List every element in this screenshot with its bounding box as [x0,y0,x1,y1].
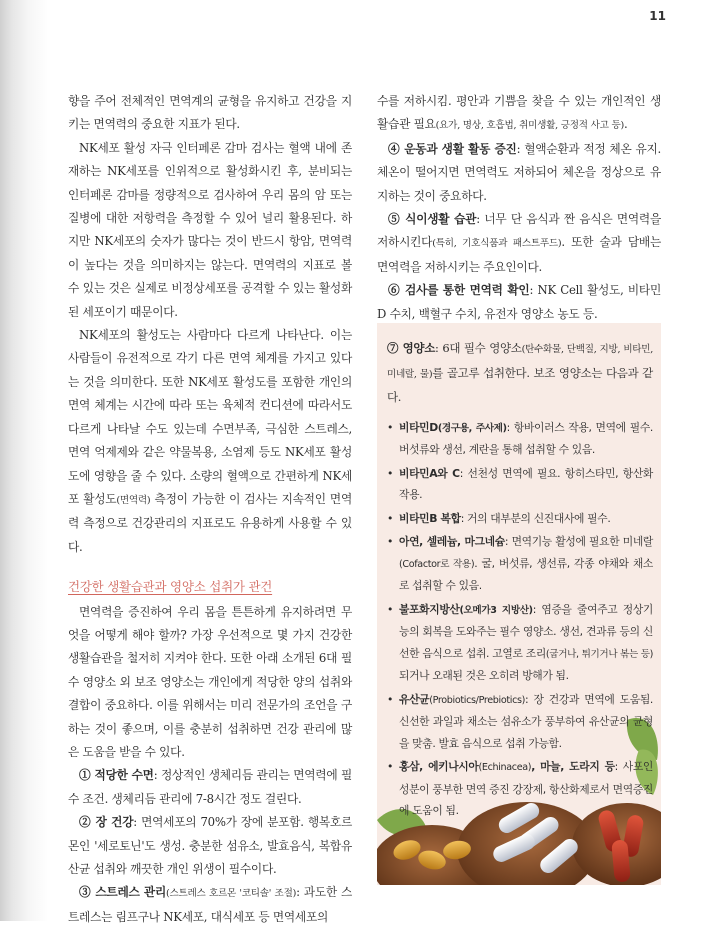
book-spine-shadow [0,0,48,921]
tip-stress-cont-text: 수를 저하시킴. 평안과 기쁨을 찾을 수 있는 개인적인 생활습관 필요 [377,94,661,132]
item-name: 홍삼, 에키나시아 [399,760,479,773]
item-name-paren: (Echinacea) [478,762,532,773]
nutrient-box [377,323,661,885]
list-item [387,689,653,755]
item-text: : 면역기능 활성에 필요한 미네랄 [504,535,653,548]
paragraph-2: NK세포 활성 자극 인터페론 감마 검사는 혈액 내에 존재하는 NK세포를 인위적으로 활성화시킨 후, 분비되는 인터페론 감마를 정량적으로 검사하여 우리 몸의 암 또는 질병에 대한 저항력을 측정할 수 있어 널리 활용된다. 하지만 NK세포의 숫자가 많다는 것이 반드시 항암, 면역력이 높다는 것을 의미하지는 않는다. 면역력의 지표로 볼 수 있는 것은 실제로 비정상세포를 공격할 수 있는 활성화된 세포이기 때문이다. [68,140,352,319]
item-name-2: , 마늘, 도라지 등 [531,760,615,773]
paragraph-3 [68,324,352,559]
list-item [387,756,653,822]
item-name: 유산균 [399,692,430,706]
tip-test-title: ⑥ 검사를 통한 면역력 확인 [388,283,530,298]
tip-stress-cont-paren: (요가, 명상, 호흡법, 취미생활, 긍정적 사고 등) [435,120,624,132]
paragraph-4: 면역력을 증진하여 우리 몸을 튼튼하게 유지하려면 무엇을 어떻게 해야 할까? 가장 우선적으로 몇 가지 건강한 생활습관을 철저히 지켜야 한다. 또한 아래 소개된 6대 필수 영양소 외 보조 영양소는 개인에게 적당한 양의 섭취와 결합이 중요하다. 이를 위해서는 미리 전문가의 조언을 구하는 것이 좋으며, 이를 충분히 섭취하면 건강 관리에 많은 도움을 받을 수 있다. [68,604,352,759]
item-text: : 사포인 성분이 풍부한 면역 증진 강장제, 항산화제로서 면역증진에 도움이 됨. [399,760,654,817]
bullet-icon: • [387,692,394,706]
tip-gut-title: ② 장 건강 [79,815,134,830]
list-item [387,599,653,687]
tip-diet-paren: (특히, 기호식품과 패스트푸드) [432,238,562,250]
tip-exercise-text: : 혈액순환과 적정 체온 유지. 체온이 떨어지면 면역력도 저하되어 체온을 정상으로 유지하는 것이 중요하다. [377,141,661,203]
tip-test [377,279,661,326]
tip-stress-continued [377,90,661,138]
nutrient-list [387,417,653,822]
item-name-paren: (경구용, 주사제) [437,422,507,434]
bullet-icon: • [387,511,394,525]
item-text-paren: (Cofactor로 작용) [399,558,475,570]
item-text: : 거의 대부분의 신진대사에 필수. [460,511,611,525]
nutrient-intro-end: 를 골고루 섭취한다. 보조 영양소는 다음과 같다. [387,365,653,404]
item-text: : 장 건강과 면역에 도움됨. 신선한 과일과 채소는 섬유소가 풍부하여 유산균의 균형을 맞춤. 발효 음식으로 섭취 가능함. [399,692,653,750]
item-text-paren: (굽거나, 튀기거나 볶는 등) [545,648,654,660]
tip-exercise-title: ④ 운동과 생활 활동 증진 [388,141,517,156]
tip-stress-paren: (스트레스 호르몬 '코티솔' 조절) [166,888,297,900]
tip-diet [377,208,661,279]
tip-exercise [377,138,661,208]
list-item [387,531,653,597]
item-text: : 선천성 면역에 필요. 항히스타민, 항산화 작용. [399,466,653,501]
list-item [387,508,653,530]
right-column [377,90,661,326]
tip-diet-text: : 너무 단 음식과 짠 음식은 면역력을 저하시킨다 [377,212,661,250]
tip-sleep [68,764,352,811]
item-text-end: 되거나 오래된 것은 오히려 방해가 됨. [399,669,569,682]
bullet-icon: • [387,535,394,548]
item-text-end: . 굴, 버섯류, 생선류, 각종 야채와 채소로 섭취할 수 있음. [399,556,653,592]
tip-diet-title: ⑤ 식이생활 습관 [388,212,477,227]
item-text: : 염증을 줄여주고 정상기능의 회복을 도와주는 필수 영양소. 생선, 견과류 등의 신선한 음식으로 섭취. 고열로 조리 [399,602,653,660]
nutrient-title: ⑦ 영양소 [387,341,436,355]
tip-diet-end: . 또한 술과 담배는 면역력을 저하시키는 주요인이다. [377,235,661,274]
tip-stress-title: ③ 스트레스 관리 [79,885,167,900]
list-item [387,463,653,506]
paragraph-3-text: NK세포의 활성도는 사람마다 다르게 나타난다. 이는 사람들이 유전적으로 각기 다른 면역 체계를 가지고 있다는 것을 의미한다. 또한 NK세포 활성도를 포함한 개인의 면역 체계는 시간에 따라 또는 육체적 컨디션에 따라서도 다르게 나타날 수도 있는데 수면부족, 극심한 스트레스, 면역 억제제와 같은 약물복용, 소염제 등도 NK세포 활성도에 영향을 줄 수 있다. 소량의 혈액으로 간편하게 NK세포 활성도 [68,328,352,506]
nutrient-intro-text: : 6대 필수 영양소 [435,341,522,355]
nutrient-intro-paren: (탄수화물, 단백질, 지방, 비타민, 미네랄, 물) [387,344,653,380]
item-text: : 항바이러스 작용, 면역에 필수. 버섯류와 생선, 계란을 통해 섭취할 수 있음. [399,420,653,456]
left-column [68,90,352,929]
paragraph-3-paren: (면역력) [116,494,151,506]
item-name-paren: (Probiotics/Prebiotics) [429,694,526,706]
tip-sleep-text: : 정상적인 생체리듬 관리는 면역력에 필수 조건. 생체리듬 관리에 7-8시간 정도 걸린다. [68,768,353,806]
list-item [387,417,653,461]
nutrient-intro [387,337,653,409]
bullet-icon: • [387,466,394,480]
item-name: 비타민A와 C [399,466,460,480]
item-name-paren: (오메가3 지방산) [459,604,533,616]
tip-test-text: : NK Cell 활성도, 비타민 D 수치, 백혈구 수치, 유전자 영양소 농도 등. [377,283,661,321]
nutrient-box-content [387,337,653,824]
tip-stress [68,881,352,929]
item-name: 아연, 셀레늄, 마그네슘 [399,535,505,548]
tip-gut [68,811,352,881]
bullet-icon: • [387,602,394,616]
section-heading: 건강한 생활습관과 영양소 섭취가 관건 [68,579,273,595]
item-name: 비타민B 복합 [399,511,461,525]
tip-gut-text: : 면역세포의 70%가 장에 분포함. 행복호르몬인 '세로토닌'도 생성. 충분한 섬유소, 발효음식, 복합유산균 섭취와 깨끗한 개인 위생이 필수이다. [68,815,353,876]
tip-stress-cont-end: . [623,117,628,132]
tip-sleep-title: ① 적당한 수면 [79,768,154,783]
item-name: 비타민D [399,420,438,434]
bullet-icon: • [387,420,394,434]
bullet-icon: • [387,760,394,773]
item-name: 불포화지방산 [399,602,460,616]
paragraph-3-end: 측정이 가능한 이 검사는 지속적인 면역력 측정으로 건강관리의 지표로도 유용하게 사용할 수 있다. [68,491,352,554]
paragraph-1: 향을 주어 전체적인 면역계의 균형을 유지하고 건강을 지키는 면역력의 중요한 지표가 된다. [68,94,352,132]
page-number: 11 [649,9,666,23]
tip-stress-text: : 과도한 스트레스는 림프구나 NK세포, 대식세포 등 면역세포의 [68,885,353,924]
